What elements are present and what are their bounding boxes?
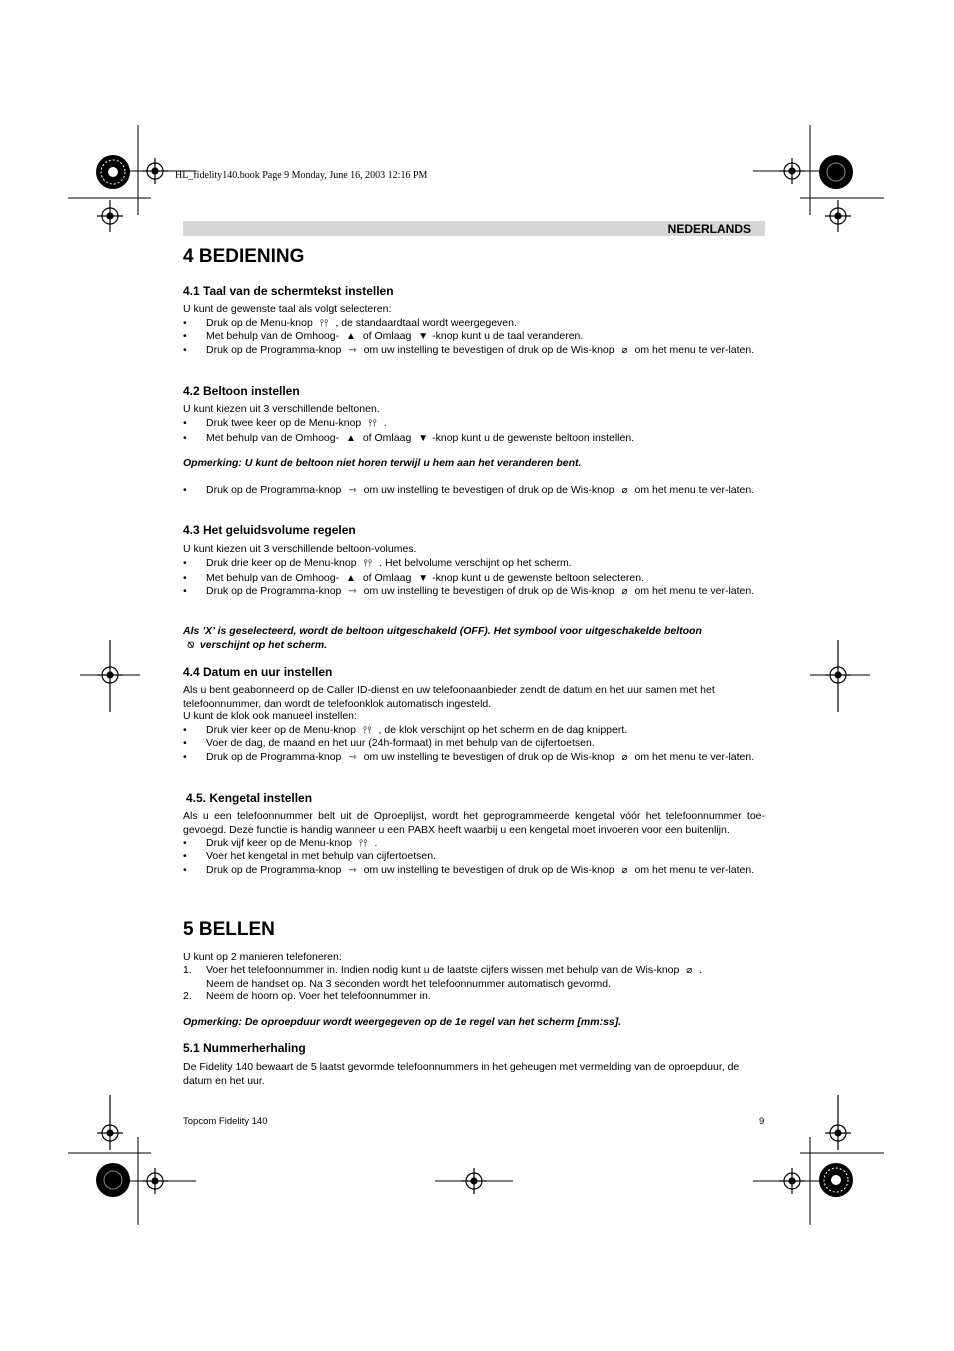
section-4-title: 4 BEDIENING [183, 246, 305, 267]
section-5-note: Opmerking: De oproepduur wordt weergegeven op de 1e regel van het scherm [mm:ss]. [183, 1016, 622, 1028]
down-arrow-icon: ▼ [418, 331, 429, 342]
list-item: • Druk op de Programma-knop ⇾ om uw instelling te bevestigen of druk op de Wis-knop ⌀ om het menu te ver-laten. [183, 751, 755, 763]
list-item: • Druk op de Programma-knop ⇾ om uw instelling te bevestigen of druk op de Wis-knop ⌀ om het menu te ver-laten. [183, 585, 755, 597]
program-key-icon: ⇾ [348, 752, 357, 763]
program-key-icon: ⇾ [348, 485, 357, 496]
list-item: • Met behulp van de Omhoog- ▲ of Omlaag ▼ -knop kunt u de gewenste beltoon selecteren. [183, 572, 645, 584]
clear-key-icon: ⌀ [621, 345, 628, 356]
section-4-4-paragraph-2: U kunt de klok ook manueel instellen: [183, 710, 357, 722]
list-item: • Voer het kengetal in met behulp van cijfertoetsen. [183, 850, 436, 862]
section-4-1-intro: U kunt de gewenste taal als volgt selecteren: [183, 303, 392, 315]
menu-key-icon: ⫯⫯ [368, 418, 377, 429]
section-5-intro: U kunt op 2 manieren telefoneren: [183, 951, 342, 963]
list-item: • Druk vijf keer op de Menu-knop ⫯⫯ . [183, 837, 378, 849]
list-item: 2. Neem de hoorn op. Voer het telefoonnummer in. [183, 990, 431, 1002]
list-item: • Druk op de Programma-knop ⇾ om uw instelling te bevestigen of druk op de Wis-knop ⌀ om het menu te ver-laten. [183, 864, 755, 876]
list-item: • Met behulp van de Omhoog- ▲ of Omlaag ▼ -knop kunt u de taal veranderen. [183, 330, 584, 342]
menu-key-icon: ⫯⫯ [358, 838, 368, 849]
section-4-3-title: 4.3 Het geluidsvolume regelen [183, 523, 356, 537]
menu-key-icon: ⫯⫯ [362, 725, 372, 736]
section-4-3-intro: U kunt kiezen uit 3 verschillende beltoon-volumes. [183, 543, 417, 555]
section-5-title: 5 BELLEN [183, 919, 275, 940]
list-item: • Druk op de Programma-knop ⇾ om uw instelling te bevestigen of druk op de Wis-knop ⌀ om het menu te ver-laten. [183, 344, 755, 356]
clear-key-icon: ⌀ [621, 752, 628, 763]
section-4-2-title: 4.2 Beltoon instellen [183, 384, 300, 398]
section-4-5-title: 4.5. Kengetal instellen [186, 791, 313, 805]
footer-product: Topcom Fidelity 140 [183, 1116, 268, 1127]
clear-key-icon: ⌀ [621, 586, 628, 597]
list-item: • Voer de dag, de maand en het uur (24h-formaat) in met behulp van de cijfertoetsen. [183, 737, 595, 749]
section-4-3-note: Als ’X’ is geselecteerd, wordt de beltoon uitgeschakeld (OFF). Het symbool voor uitgeschakelde beltoon ⍉ verschijnt op het scherm. [183, 625, 702, 651]
program-key-icon: ⇾ [348, 345, 357, 356]
clear-key-icon: ⌀ [621, 865, 628, 876]
clear-key-icon: ⌀ [621, 485, 628, 496]
list-item: • Druk op de Menu-knop ⫯⫯ , de standaardtaal wordt weergegeven. [183, 317, 517, 329]
up-arrow-icon: ▲ [346, 331, 356, 342]
section-4-2-note: Opmerking: U kunt de beltoon niet horen terwijl u hem aan het veranderen bent. [183, 457, 582, 469]
down-arrow-icon: ▼ [418, 573, 429, 584]
list-item: • Druk twee keer op de Menu-knop ⫯⫯ . [183, 417, 387, 429]
file-info: HL_fidelity140.book Page 9 Monday, June 16, 2003 12:16 PM [175, 170, 428, 181]
list-item: • Met behulp van de Omhoog- ▲ of Omlaag ▼ -knop kunt u de gewenste beltoon instellen. [183, 432, 635, 444]
program-key-icon: ⇾ [348, 865, 357, 876]
language-label: NEDERLANDS [667, 222, 751, 236]
language-bar [183, 221, 765, 236]
section-4-4-title: 4.4 Datum en uur instellen [183, 665, 333, 679]
menu-key-icon: ⫯⫯ [319, 318, 329, 329]
list-item: • Druk drie keer op de Menu-knop ⫯⫯ . Het belvolume verschijnt op het scherm. [183, 557, 572, 569]
up-arrow-icon: ▲ [346, 433, 356, 444]
section-4-4-paragraph: Als u bent geabonneerd op de Caller ID-dienst en uw telefoonaanbieder zendt de datum en het uur samen met het telefoonnummer, dan wordt de telefoonklok automatisch ingesteld. [183, 684, 715, 710]
section-4-5-paragraph: Als u een telefoonnummer belt uit de Oproeplijst, wordt het geprogrammeerde kengetal vóór het telefoonnummer toe-gevoegd. Deze functie is handig wanneer u een PABX heeft waarbij u een kengetal moet invoeren voor een buitenlijn. [183, 810, 765, 836]
program-key-icon: ⇾ [348, 586, 357, 597]
section-4-1-title: 4.1 Taal van de schermtekst instellen [183, 284, 394, 298]
clear-key-icon: ⌀ [686, 965, 693, 976]
section-5-1-title: 5.1 Nummerherhaling [183, 1041, 306, 1055]
ringer-off-icon: ⍉ [187, 639, 193, 651]
up-arrow-icon: ▲ [346, 573, 356, 584]
section-4-2-intro: U kunt kiezen uit 3 verschillende beltonen. [183, 403, 380, 415]
list-item: 1. Voer het telefoonnummer in. Indien nodig kunt u de laatste cijfers wissen met behulp van de Wis-knop ⌀ . Neem de handset op. Na 3 seconden wordt het telefoonnummer automatisch gevormd. [183, 964, 703, 990]
page-number: 9 [759, 1116, 765, 1127]
down-arrow-icon: ▼ [418, 433, 429, 444]
list-item: • Druk op de Programma-knop ⇾ om uw instelling te bevestigen of druk op de Wis-knop ⌀ om het menu te ver-laten. [183, 484, 755, 496]
menu-key-icon: ⫯⫯ [363, 558, 373, 569]
section-5-1-paragraph: De Fidelity 140 bewaart de 5 laatst gevormde telefoonnummers in het geheugen met vermelding van de oproepduur, de datum en het uur. [183, 1061, 740, 1087]
list-item: • Druk vier keer op de Menu-knop ⫯⫯ , de klok verschijnt op het scherm en de dag knippert. [183, 724, 628, 736]
